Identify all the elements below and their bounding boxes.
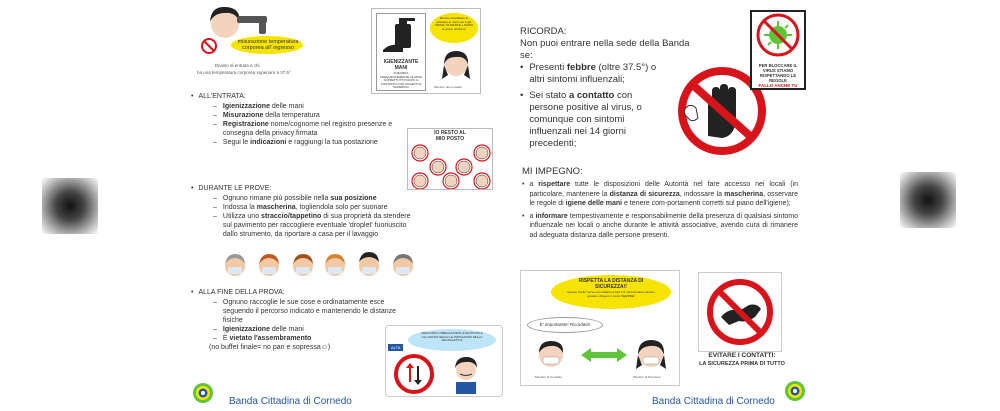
left-side-marker [42,178,98,234]
bullet-dot: • [191,289,194,296]
seat-card-title: IO RESTO AL MIO POSTO [434,130,466,142]
impegno-list [522,180,798,240]
direction-tag: ALTA [388,344,403,351]
distance-label-right: Membro di Direzione [633,375,661,379]
rehearsal-heading: DURANTE LE PROVE: [198,185,272,192]
sanitizer-subtitle: IGIENIZZA FREQUENTEMENTE LE MANI SOPRATTUTTO DOPO IL CONTATTO CON OGGETTI E SUPERFICI [380,71,422,90]
temperature-card [197,2,305,80]
contact-subtitle: LA SICUREZZA PRIMA DI TUTTO [699,361,785,367]
distance-text: Questo 'livello' serve non soltanto a farti 1,5 metri durante ciascun giovane. Almeno 1 metro SEMPRE! [567,290,655,298]
direction-bubble-text: PERCORSO OBBLIGATORIO IN ENTRATA E ALL'USCITA SEGUI LE INDICAZIONI DELLA SEGNALETICA [421,331,483,343]
distance-label-left: Membro di Comitato [535,375,563,379]
list-item: – Misurazione della temperatura [213,112,320,119]
after-note: (no buffet finale= no pan e sopressa☺) [209,344,331,351]
virus-sign-card [750,10,806,90]
entrance-section [191,92,406,147]
list-item: – Igienizzazione delle mani [213,103,304,110]
bullet-dot: • [191,185,194,192]
contact-card [698,272,782,352]
right-side-marker [900,172,956,228]
sanitizer-bubble-text: Mentre ti bardiamo in quartiere le mani con il gel, PRIMA, DURANTE e DOPO le prove, anche tu [435,16,473,31]
person-avatar-icon [448,354,484,394]
list-item: • a informare tempestivamente e responsabilmente della presenza di qualsiasi sintomo influenzale nei locali o anche durante le attività associative, avendo cura di rimanere ad adeguata distanza dalle persone presenti. [522,212,799,239]
list-item: – Registrazione nome/cognome nel registro presenze e consegna della privacy firmata [213,121,393,137]
footer-band-name: Banda Cittadina di Cornedo [652,396,775,407]
list-item: • Presenti febbre (oltre 37.5°) o altri sintomi influenzali; [520,62,657,85]
list-item: – Igienizzazione delle mani [213,326,304,333]
masked-faces-icon [219,250,419,282]
member-label: Membro del comitato [434,85,463,89]
ricorda-title: RICORDA: [520,26,567,37]
list-item: – Indossa la mascherina, togliendola solo per suonare [213,204,388,211]
temperature-bubble-text: misurazione temperatura corporea all' ingresso [237,39,299,51]
sanitizer-bottle-icon [377,14,427,54]
after-heading: ALLA FINE DELLA PROVA: [198,289,285,296]
list-item: • a rispettare tutte le disposizioni delle Autorità nel fare accesso nei locali (in particolare, mantenere la distanza di sicurezza, indossare la mascherina, osservare le regole di igiene delle mani e tenere com-portamenti corretti sul piano dell'igiene); [522,181,798,207]
sanitizer-title: IGIENIZZANTE MANI [383,59,419,71]
temperature-caption-1: Divieto di entrata a chi [215,63,260,68]
after-section [191,288,417,352]
list-item: • Sei stato a contatto con persone positive al virus, o comunque con sintomi influenzali nei 14 giorni precedenti; [520,90,642,149]
contact-title: EVITARE I CONTATTI: [708,352,776,359]
direction-sign-card [385,325,503,397]
sanitizer-card [371,8,481,94]
member-avatar-icon [436,45,476,85]
virus-sign-text: PER BLOCCARE IL VIRUS STIAMO RISPETTANDO LE REGOLE [758,63,798,83]
virus-icon [752,12,804,58]
seat-card [407,128,493,190]
temperature-caption-2: ha una temperatura corporea superiore a 37,5° [197,70,291,75]
ricorda-intro: Non puoi entrare nella sede della Banda se: [520,38,690,61]
virus-sign-red-text: FALLO ANCHE TU [758,83,798,88]
band-logo-icon [192,382,214,404]
list-item: – Ognuno rimane più possibile nella sua posizione [213,195,377,202]
impegno-title: MI IMPEGNO: [522,166,583,177]
entrance-heading: ALL'ENTRATA: [198,93,246,100]
bullet-dot: • [191,93,194,100]
list-item: – Ognuno raccoglie le sue cose e ordinatamente esce seguendo il percorso indicato e mantenendo le distanze fisiche [213,299,397,324]
seat-faces-icon [408,143,493,189]
list-item: – È vietato l'assembramento [213,335,312,342]
band-logo-icon [784,380,806,402]
smiley-icon: ☺ [320,344,328,351]
sanitizer-panel [376,13,426,91]
important-bubble-text: E' importante!! Ricordati!! [539,322,591,327]
distance-title: RISPETTA LA DISTANZA DI SICUREZZA!! [578,278,644,290]
ricorda-list [520,62,668,150]
list-item: – Segui le indicazioni e raggiungi la tua postazione [213,139,378,146]
left-page [185,0,505,411]
footer-band-name: Banda Cittadina di Cornedo [229,396,352,407]
list-item: – Utilizza uno straccio/tappetino di sua proprietà da stendere sul pavimento per raccogliere eventuale 'droplet' fuoriuscito dallo strumento, da riportare a casa per il lavaggio [213,213,411,238]
distance-card [520,270,680,386]
direction-sign-icon [394,354,434,394]
right-page [512,0,812,411]
no-handshake-icon [699,273,781,351]
rehearsal-section [191,184,416,239]
